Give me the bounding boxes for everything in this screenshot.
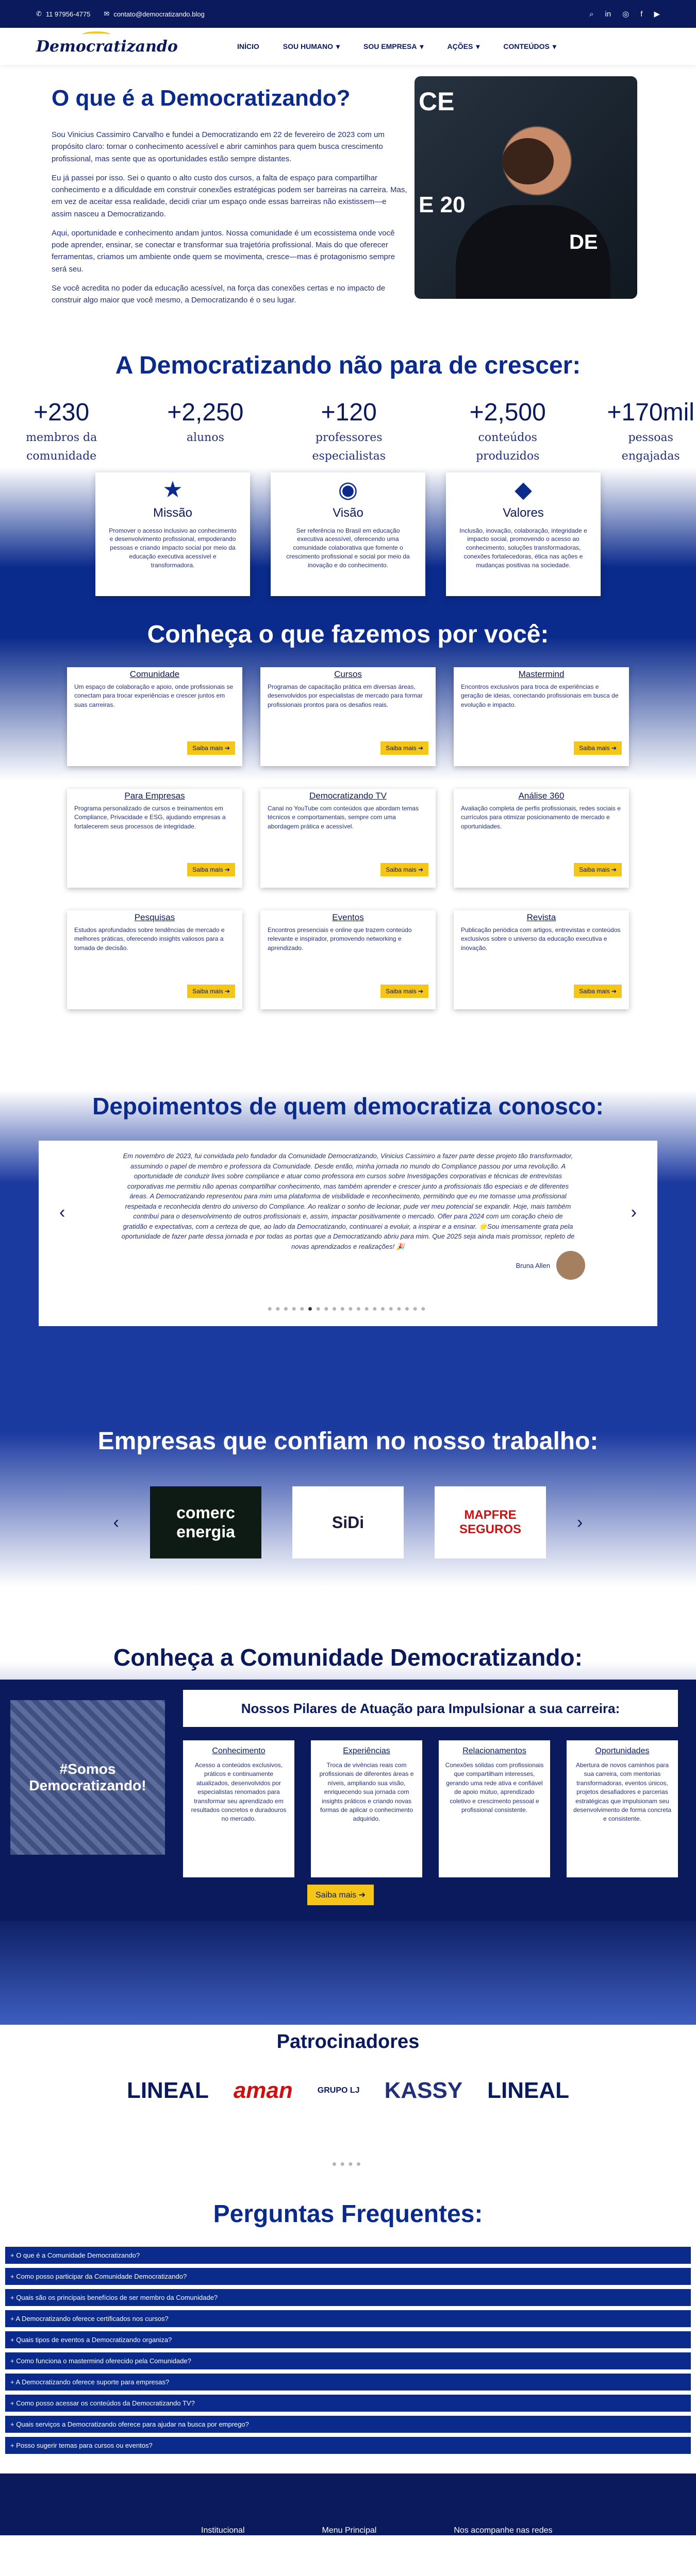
faq-item[interactable]: + Posso sugerir temas para cursos ou eventos? bbox=[5, 2437, 691, 2454]
plus-icon: + bbox=[10, 2378, 16, 2386]
eye-icon: ◉ bbox=[338, 477, 358, 502]
stat-item: +2,250 alunos bbox=[167, 399, 244, 444]
menu-item-sou-humano[interactable]: SOU HUMANO ▾ bbox=[283, 42, 340, 50]
phone-contact[interactable]: ✆ 11 97956-4775 bbox=[36, 10, 91, 18]
testimonial-author: Bruna Allen bbox=[516, 1251, 586, 1280]
avatar bbox=[556, 1251, 585, 1280]
companies-section bbox=[0, 1381, 696, 1638]
service-card: Comunidade Um espaço de colaboração e apoio, onde profissionais se conectam para trocar experiências e crescer juntos em suas carreiras. Saiba mais ➔ bbox=[67, 667, 242, 766]
chevron-down-icon: ▾ bbox=[420, 42, 424, 50]
founder-photo: CE E 20 DE bbox=[415, 76, 637, 299]
stat-item: +2,500 conteúdos produzidos bbox=[469, 399, 546, 463]
menu-item-inicio[interactable]: INÍCIO bbox=[237, 42, 259, 50]
plus-icon: + bbox=[10, 2251, 16, 2259]
values-card: ◆ Valores Inclusão, inovação, colaboração, integridade e impacto social, promovendo o acesso ao conhecimento, soluções transformadoras, conexões fortalecedoras, ética nas ações e mudanças positivas na sociedade. bbox=[446, 472, 601, 596]
service-card: Democratizando TV Canal no YouTube com conteúdos que abordam temas técnicos e comportamentais, sempre com uma abordagem prática e acessível. Saiba mais ➔ bbox=[260, 789, 436, 888]
sponsor-logo: LINEAL bbox=[126, 2078, 209, 2103]
hero-paragraph-4: Se você acredita no poder da educação acessível, na força das conexões certas e no impacto de construir algo maior que você mesmo, a Democratizando é o seu lugar. bbox=[52, 283, 386, 304]
pillar-card: Conhecimento Acesso a conteúdos exclusivos, práticos e continuamente atualizados, desenvolvidos por especialistas renomados para transformar seu aprendizado em resultados concretos e duradouros no mercado. bbox=[183, 1740, 294, 1877]
plus-icon: + bbox=[10, 2336, 16, 2344]
testimonial-card bbox=[39, 1141, 657, 1326]
sponsor-logo: GRUPO LJ bbox=[317, 2086, 360, 2095]
stat-item: +120 professores especialistas bbox=[312, 399, 386, 463]
faq-section bbox=[0, 2179, 696, 2473]
footer bbox=[0, 2473, 696, 2535]
star-icon: ★ bbox=[162, 477, 183, 502]
growth-title: A Democratizando não para de crescer: bbox=[115, 352, 581, 379]
hero-title: O que é a Democratizando? bbox=[52, 86, 351, 111]
saiba-mais-button[interactable]: Saiba mais ➔ bbox=[187, 985, 235, 998]
companies-logos bbox=[0, 1486, 696, 1558]
sponsors-title: Patrocinadores bbox=[276, 2031, 420, 2053]
footer-menu-principal[interactable]: Menu Principal bbox=[322, 2526, 377, 2535]
faq-item[interactable]: + Quais tipos de eventos a Democratizando organiza? bbox=[5, 2331, 691, 2348]
menu-item-acoes[interactable]: AÇÕES ▾ bbox=[447, 42, 480, 50]
mission-card: ★ Missão Promover o acesso inclusivo ao conhecimento e desenvolvimento profissional, empoderando pessoas e criando impacto social por meio da educação executiva acessível e transformadora. bbox=[95, 472, 250, 596]
site-logo[interactable]: Democratizando bbox=[36, 38, 237, 56]
diamond-icon: ◆ bbox=[515, 477, 532, 502]
pillars-panel bbox=[0, 1680, 696, 1921]
carousel-dots[interactable]: ●●●●●●●●●●●●●●●●●●●● bbox=[267, 1304, 429, 1313]
linkedin-icon[interactable]: in bbox=[605, 9, 611, 19]
menu-item-conteudos[interactable]: CONTEÚDOS ▾ bbox=[503, 42, 556, 50]
facebook-icon[interactable]: f bbox=[640, 9, 643, 19]
pillars-title: Nossos Pilares de Atuação para Impulsionar a sua carreira: bbox=[183, 1690, 678, 1727]
sponsor-logo: KASSY bbox=[384, 2078, 463, 2103]
sponsor-logos bbox=[0, 2078, 696, 2104]
stat-item: +170mil pessoas engajadas bbox=[607, 399, 694, 463]
community-section bbox=[0, 1638, 696, 2025]
email-contact[interactable]: ✉ contato@democratizando.blog bbox=[104, 10, 205, 18]
faq-item[interactable]: + Quais serviços a Democratizando oferece para ajudar na busca por emprego? bbox=[5, 2416, 691, 2433]
services-grid bbox=[67, 667, 629, 1009]
main-nav bbox=[0, 28, 696, 65]
stat-item: +230 membros da comunidade bbox=[26, 399, 97, 463]
chevron-down-icon: ▾ bbox=[336, 42, 340, 50]
faq-item[interactable]: + A Democratizando oferece suporte para empresas? bbox=[5, 2374, 691, 2391]
company-logo: MAPFRE SEGUROS bbox=[435, 1486, 546, 1558]
plus-icon: + bbox=[10, 2357, 16, 2365]
company-logo: SiDi bbox=[292, 1486, 404, 1558]
faq-item[interactable]: + Quais são os principais benefícios de ser membro da Comunidade? bbox=[5, 2289, 691, 2306]
mission-cards bbox=[0, 472, 696, 596]
service-card: Análise 360 Avaliação completa de perfis profissionais, redes sociais e currículos para otimizar posicionamento de mercado e oportunidades. Saiba mais ➔ bbox=[454, 789, 629, 888]
footer-social[interactable]: Nos acompanhe nas redes bbox=[454, 2526, 553, 2535]
community-saiba-mais-button[interactable]: Saiba mais ➔ bbox=[307, 1885, 374, 1905]
community-title: Conheça a Comunidade Democratizando: bbox=[113, 1644, 583, 1671]
faq-title: Perguntas Frequentes: bbox=[213, 2200, 483, 2228]
hero-paragraph-2: Eu já passei por isso. Sei o quanto o alto custo dos cursos, a falta de espaço para compartilhar conhecimento e a dificuldade em construir conexões estratégicas podem ser barreiras na carreira. Mas, em vez de aceitar essa realidade, decidi criar um espaço onde essas barreiras não existissem—e assim nasceu a Democratizando. bbox=[52, 173, 407, 218]
footer-links bbox=[201, 2526, 553, 2535]
chevron-left-icon[interactable]: ‹ bbox=[113, 1512, 119, 1532]
saiba-mais-button[interactable]: Saiba mais ➔ bbox=[187, 741, 235, 755]
pillar-cards bbox=[183, 1740, 678, 1877]
companies-title: Empresas que confiam no nosso trabalho: bbox=[97, 1428, 599, 1455]
plus-icon: + bbox=[10, 2294, 16, 2301]
testimonial-text: Em novembro de 2023, fui convidada pelo fundador da Comunidade Democratizando, Vinicius Cassimiro a fazer parte desse projeto tão transformador, assumindo o papel de membro e professora da Comunidade. Desde então, minha jornada no mundo do Compliance passou por uma revolução. A oportunidade de conduzir lives sobre compliance e atuar como professora em cursos sobre Investigações corporativas e técnicas de entrevistas corporativas me permitiu não apenas compartilhar conhecimento, mas também aprender e crescer junto a profissionais tão especiais e de diferentes áreas. A Democratizando representou para mim uma plataforma de visibilidade e reconhecimento, permitindo que eu me tornasse uma profissional respeitada e reconhecida dentro do universo do Compliance. Ao realizar o sonho de lecionar, pude ver meu potencial se expandir. Hoje, mais também contribuí para o desenvolvimento de outros profissionais e, assim, impactar positivamente o mercado. Ofler para 2024 com um coração cheio de gratidão e expectativas, com a certeza de que, ao lado da Democratizando, continuarei a evoluir, a inspirar e a ensinar. 🌟Sou imensamente grata pela oportunidade de fazer parte dessa jornada e por todas as portas que a Democratizando abriu para mim. Que 2025 seja ainda mais promissor, repleto de novas aprendizados e realizações! 🎉 bbox=[121, 1152, 575, 1250]
saiba-mais-button[interactable]: Saiba mais ➔ bbox=[574, 863, 622, 876]
carousel-dots[interactable]: ●●●● bbox=[332, 2160, 364, 2168]
service-card: Para Empresas Programa personalizado de cursos e treinamentos em Compliance, Privacidade e ESG, ajudando empresas a fortalecerem seus processos de integridade. Saiba mais ➔ bbox=[67, 789, 242, 888]
community-collage: #Somos Democratizando! bbox=[10, 1700, 165, 1855]
service-card: Eventos Encontros presenciais e online que trazem conteúdo relevante e inspirador, promovendo networking e aprendizado. Saiba mais ➔ bbox=[260, 910, 436, 1009]
menu-item-sou-empresa[interactable]: SOU EMPRESA ▾ bbox=[363, 42, 424, 50]
saiba-mais-button[interactable]: Saiba mais ➔ bbox=[380, 741, 428, 755]
sponsors-section bbox=[0, 2025, 696, 2179]
plus-icon: + bbox=[10, 2273, 16, 2280]
whatsapp-icon: ✆ bbox=[36, 10, 42, 18]
mail-icon: ✉ bbox=[104, 10, 110, 18]
testimonials-section bbox=[0, 1051, 696, 1381]
saiba-mais-button[interactable]: Saiba mais ➔ bbox=[380, 863, 428, 876]
stats-row bbox=[0, 398, 696, 466]
instagram-icon[interactable]: ◎ bbox=[622, 10, 629, 19]
service-card: Pesquisas Estudos aprofundados sobre tendências de mercado e melhores práticas, oferecendo insights valiosos para a tomada de decisão. Saiba mais ➔ bbox=[67, 910, 242, 1009]
sponsor-logo: aman bbox=[233, 2078, 293, 2103]
search-icon[interactable]: ⌕ bbox=[589, 9, 594, 19]
faq-item[interactable]: + Como funciona o mastermind oferecido pela Comunidade? bbox=[5, 2352, 691, 2369]
youtube-icon[interactable]: ▶ bbox=[654, 10, 660, 19]
faq-item[interactable]: + Como posso participar da Comunidade Democratizando? bbox=[5, 2268, 691, 2285]
chevron-right-icon[interactable]: › bbox=[631, 1202, 637, 1222]
plus-icon: + bbox=[10, 2442, 16, 2449]
chevron-right-icon[interactable]: › bbox=[577, 1512, 583, 1532]
service-card: Cursos Programas de capacitação prática em diversas áreas, desenvolvidos por especialistas de mercado para formar profissionais prontos para os desafios reais. Saiba mais ➔ bbox=[260, 667, 436, 766]
growth-section bbox=[0, 323, 696, 601]
faq-item[interactable]: + O que é a Comunidade Democratizando? bbox=[5, 2247, 691, 2264]
pillar-card: Experiências Troca de vivências reais com profissionais de diferentes áreas e níveis, ampliando sua visão, enriquecendo sua jornada com insights práticos e criando novas formas de aplicar o conhecimento adquirido. bbox=[311, 1740, 422, 1877]
plus-icon: + bbox=[10, 2315, 16, 2323]
hero-paragraph-3: Aqui, oportunidade e conhecimento andam juntos. Nossa comunidade é um ecossistema onde você pode aprender, ensinar, se conectar e transformar sua trajetória profissional. Mais do que oferecer ferramentas, criamos um ambiente onde quem se movimenta, cresce—mas é protagonismo sempre será seu. bbox=[52, 228, 395, 274]
vision-card: ◉ Visão Ser referência no Brasil em educação executiva acessível, oferecendo uma comunidade colaborativa que fomente o crescimento profissional e social por meio da inovação e do conhecimento. bbox=[271, 472, 425, 596]
hero-paragraph-1: Sou Vinicius Cassimiro Carvalho e fundei a Democratizando em 22 de fevereiro de 2023 com um propósito claro: tornar o conhecimento acessível e abrir caminhos para quem busca crescimento profissional, mas sente que as oportunidades estão sempre distantes. bbox=[52, 130, 385, 163]
footer-institucional[interactable]: Institucional bbox=[201, 2526, 245, 2535]
company-logo: comerc energia bbox=[150, 1486, 261, 1558]
testimonials-title: Depoimentos de quem democratiza conosco: bbox=[92, 1093, 604, 1120]
chevron-down-icon: ▾ bbox=[476, 42, 480, 50]
services-section bbox=[0, 601, 696, 1051]
service-card: Mastermind Encontros exclusivos para troca de experiências e geração de ideias, conectando profissionais em busca de evolução e impacto. Saiba mais ➔ bbox=[454, 667, 629, 766]
saiba-mais-button[interactable]: Saiba mais ➔ bbox=[574, 741, 622, 755]
chevron-down-icon: ▾ bbox=[552, 42, 556, 50]
plus-icon: + bbox=[10, 2399, 16, 2407]
menu bbox=[237, 42, 556, 51]
faq-item[interactable]: + Como posso acessar os conteúdos da Democratizando TV? bbox=[5, 2395, 691, 2412]
faq-list bbox=[5, 2247, 691, 2454]
top-bar bbox=[0, 0, 696, 28]
saiba-mais-button[interactable]: Saiba mais ➔ bbox=[187, 863, 235, 876]
chevron-left-icon[interactable]: ‹ bbox=[59, 1202, 65, 1222]
hero-section bbox=[0, 65, 696, 323]
service-card: Revista Publicação periódica com artigos, entrevistas e conteúdos exclusivos sobre o universo da educação executiva e inovação. Saiba mais ➔ bbox=[454, 910, 629, 1009]
plus-icon: + bbox=[10, 2420, 16, 2428]
saiba-mais-button[interactable]: Saiba mais ➔ bbox=[380, 985, 428, 998]
faq-item[interactable]: + A Democratizando oferece certificados nos cursos? bbox=[5, 2310, 691, 2327]
services-title: Conheça o que fazemos por você: bbox=[147, 621, 549, 648]
pillar-card: Relacionamentos Conexões sólidas com profissionais que compartilham interesses, gerando uma rede ativa e confiável de apoio mútuo, aprendizado coletivo e crescimento pessoal e profissional consistente. bbox=[439, 1740, 550, 1877]
sponsor-logo: LINEAL bbox=[487, 2078, 570, 2103]
pillar-card: Oportunidades Abertura de novos caminhos para sua carreira, com mentorias transformadoras, eventos únicos, projetos desafiadores e parcerias estratégicas que impulsionam seu desenvolvimento de forma concreta e consistente. bbox=[567, 1740, 678, 1877]
saiba-mais-button[interactable]: Saiba mais ➔ bbox=[574, 985, 622, 998]
